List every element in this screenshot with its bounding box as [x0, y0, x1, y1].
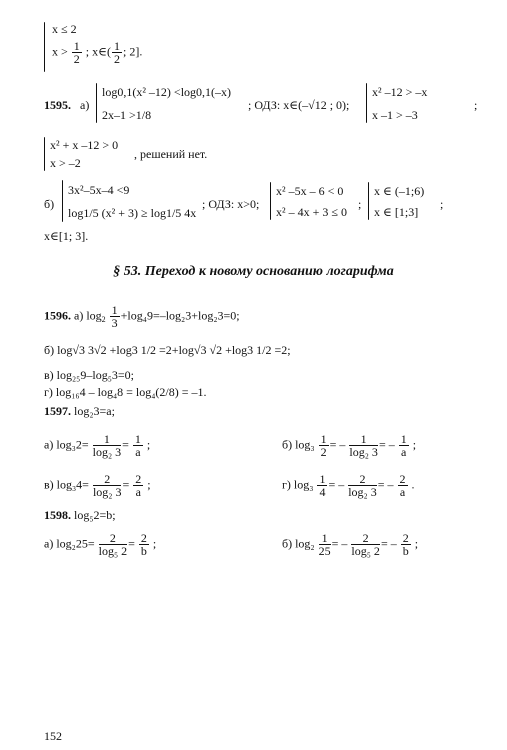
system-row: 3x²–5x–4 <9 — [68, 183, 130, 197]
system-row: log1/5 (x² + 3) ≥ log1/5 4x — [68, 206, 197, 220]
fraction: $\frac{1}{4}$ — [319, 472, 326, 499]
solution-line: а) log₃2= $\frac{1}{\text{log₂ 3}}$ = $\frac{1}{a}$ ; — [44, 432, 151, 459]
system-row: x² –12 > –x — [372, 85, 428, 99]
fraction: $\frac{1}{a}$ — [400, 432, 407, 459]
answer: x∈[1; 3]. — [44, 229, 89, 243]
solution-line: б) log₃ $\frac{1}{2}$ = – $\frac{1}{\text{log₂ 3}}$ = – $\frac{1}{a}$ ; — [282, 432, 417, 459]
fraction: $\frac{1}{\text{log₂ 3}}$ — [349, 432, 378, 459]
system-row: x ∈ (–1;6) — [374, 184, 425, 198]
problem-number: 1595. — [44, 98, 71, 112]
solution-line: а) log₂25= $\frac{2}{\text{log₅ 2}}$ = $\frac{2}{b}$ ; — [44, 531, 157, 558]
solution-line: 1596. а) $\log_2$ $\frac{1}{3}$ +log₄9=–log₂3+log₂3=0; — [44, 303, 240, 330]
brace — [366, 83, 367, 123]
separator: ; — [474, 98, 478, 112]
fraction: $\frac{2}{a}$ — [135, 472, 142, 499]
solution-line: б) log₂ $\frac{1}{25}$ = – $\frac{2}{\text{log₅ 2}}$ = – $\frac{2}{b}$ ; — [282, 531, 419, 558]
system-row: log0,1(x² –12) <log0,1(–x) — [102, 85, 232, 99]
system-row: x² –5x – 6 < 0 — [276, 184, 344, 198]
system-row: x ∈ [1;3] — [374, 205, 419, 219]
fraction: $\frac{2}{a}$ — [399, 472, 406, 499]
domain-note: ; ОДЗ: x>0; — [202, 197, 260, 211]
system-row: x –1 > –3 — [372, 108, 418, 122]
domain-note: ; ОДЗ: x∈(–√12 ; 0); — [248, 98, 350, 112]
system-row: x > $\frac{1}{2}$ ; x∈( $\frac{1}{2}$ ; 2]. — [52, 39, 143, 66]
fraction: $\frac{1}{a}$ — [134, 432, 141, 459]
fraction: $\frac{1}{25}$ — [318, 531, 331, 558]
fraction: $\frac{2}{b}$ — [140, 531, 147, 558]
solution-line: б) log√3 3√2 +log3 1/2 =2+log√3 √2 +log3 1/2 =2; — [44, 343, 291, 357]
separator: ; — [440, 197, 444, 211]
fraction: $\frac{2}{\text{log₂ 3}}$ — [348, 472, 377, 499]
fraction: $\frac{1}{\text{log₂ 3}}$ — [92, 432, 122, 459]
fraction: $\frac{1}{3}$ — [111, 303, 118, 330]
system-row: x ≤ 2 — [52, 22, 77, 36]
solution-line: 1597. log₂3=a; — [44, 404, 115, 418]
conclusion: , решений нет. — [134, 147, 208, 161]
brace — [62, 180, 63, 222]
brace — [44, 22, 45, 72]
fraction: $\frac{2}{b}$ — [402, 531, 409, 558]
fraction: $\frac{2}{\text{log₂ 3}}$ — [92, 472, 122, 499]
brace — [96, 83, 97, 123]
fraction: $\frac{1}{2}$ — [114, 39, 120, 66]
brace — [368, 182, 369, 220]
system-row: x² + x –12 > 0 — [50, 138, 119, 152]
separator: ; — [358, 197, 362, 211]
page-number: 152 — [44, 729, 62, 743]
solution-line: в) log₃4= $\frac{2}{\text{log₂ 3}}$ = $\frac{2}{a}$ ; — [44, 472, 151, 499]
solution-line: в) log₂₅9–log₅3=0; — [44, 368, 134, 382]
system-row: x² – 4x + 3 ≤ 0 — [276, 205, 347, 219]
fraction: $\frac{2}{\text{log₅ 2}}$ — [98, 531, 128, 558]
solution-line: 1598. log₅2=b; — [44, 508, 116, 522]
part-label: а) — [80, 98, 90, 112]
brace — [44, 137, 45, 171]
system-row: 2x–1 >1/8 — [102, 108, 152, 122]
section-title: § 53. Переход к новому основанию логарифма — [113, 264, 394, 279]
fraction: $\frac{1}{2}$ — [320, 432, 327, 459]
solution-line: г) log₁₆4 – log₄8 = log₄(2/8) = –1. — [44, 385, 207, 399]
system-row: x > –2 — [50, 156, 81, 170]
solution-line: г) log₃ $\frac{1}{4}$ = – $\frac{2}{\text{log₂ 3}}$ = – $\frac{2}{a}$ . — [282, 472, 415, 499]
fraction: $\frac{1}{2}$ — [73, 39, 80, 66]
fraction: $\frac{2}{\text{log₅ 2}}$ — [351, 531, 380, 558]
part-label: б) — [44, 197, 55, 211]
brace — [270, 182, 271, 220]
